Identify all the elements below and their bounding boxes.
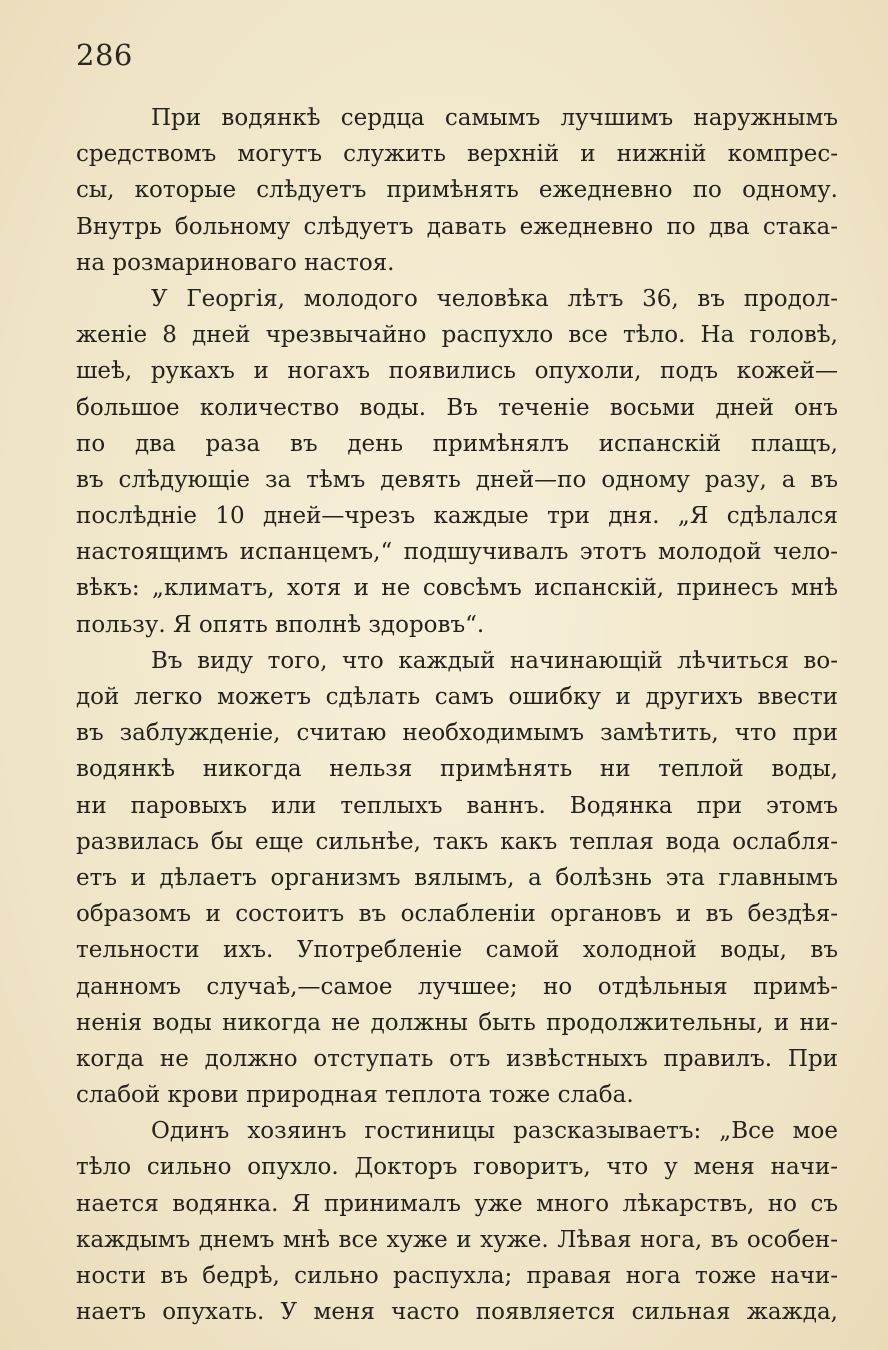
text-line: въ слѣдующіе за тѣмъ девять дней—по одному разу, а въ [76, 466, 838, 493]
text-line: Внутрь больному слѣдуетъ давать ежедневно по два стака- [76, 213, 838, 240]
text-line: нается водянка. Я принималъ уже много лѣкарствъ, но съ [76, 1190, 838, 1217]
text-line: данномъ случаѣ,—самое лучшее; но отдѣльныя примѣ- [76, 973, 838, 1000]
text-line: когда не должно отступать отъ извѣстныхъ правилъ. При [76, 1045, 838, 1072]
text-line: наетъ опухать. У меня часто появляется сильная жажда, [76, 1299, 838, 1326]
text-line: тѣло сильно опухло. Докторъ говоритъ, что у меня начи- [76, 1154, 838, 1181]
text-line: етъ и дѣлаетъ организмъ вялымъ, а болѣзнь эта главнымъ [76, 864, 838, 891]
text-line: въ заблужденіе, считаю необходимымъ замѣтить, что при [76, 720, 838, 747]
text-line: Одинъ хозяинъ гостиницы разсказываетъ: „Все мое [151, 1118, 838, 1145]
text-line: У Георгія, молодого человѣка лѣтъ 36, въ продол- [151, 285, 838, 312]
text-line: ни паровыхъ или теплыхъ ваннъ. Водянка при этомъ [76, 792, 838, 819]
text-line: ненія воды никогда не должны быть продолжительны, и ни- [76, 1009, 838, 1036]
text-line: пользу. Я опять вполнѣ здоровъ“. [76, 611, 485, 638]
text-line: послѣдніе 10 дней—чрезъ каждые три дня. „Я сдѣлался [76, 503, 838, 530]
text-line: образомъ и состоитъ въ ослабленіи органовъ и въ бездѣя- [76, 901, 838, 928]
text-line: водянкѣ никогда нельзя примѣнять ни теплой воды, [76, 756, 838, 783]
text-line: каждымъ днемъ мнѣ все хуже и хуже. Лѣвая нога, въ особен- [76, 1226, 838, 1253]
text-line: по два раза въ день примѣнялъ испанскій плащъ, [76, 430, 838, 457]
text-line: развилась бы еще сильнѣе, такъ какъ теплая вода ослабля- [76, 828, 838, 855]
text-line: вѣкъ: „климатъ, хотя и не совсѣмъ испанскій, принесъ мнѣ [76, 575, 838, 602]
page-number: 286 [76, 38, 133, 72]
text-line: При водянкѣ сердца самымъ лучшимъ наружнымъ [151, 105, 838, 131]
text-line: слабой крови природная теплота тоже слаба. [76, 1082, 634, 1109]
text-line: настоящимъ испанцемъ,“ подшучивалъ этотъ молодой чело- [76, 539, 838, 566]
text-line: на розмариноваго настоя. [76, 249, 395, 276]
text-line: большое количество воды. Въ теченіе восьми дней онъ [76, 394, 838, 421]
text-line: тельности ихъ. Употребленіе самой холодной воды, въ [76, 937, 838, 964]
text-line: средствомъ могутъ служить верхній и нижній компрес- [76, 141, 838, 168]
text-line: Въ виду того, что каждый начинающій лѣчиться во- [151, 647, 838, 674]
text-line: сы, которые слѣдуетъ примѣнять ежедневно по одному. [76, 177, 838, 204]
text-line: дой легко можетъ сдѣлать самъ ошибку и другихъ ввести [76, 684, 838, 710]
body-text [76, 100, 838, 1330]
text-line: ности въ бедрѣ, сильно распухла; правая нога тоже начи- [76, 1263, 838, 1289]
text-line: женіе 8 дней чрезвычайно распухло все тѣло. На головѣ, [76, 322, 838, 349]
text-line: шеѣ, рукахъ и ногахъ появились опухоли, подъ кожей— [76, 358, 838, 385]
